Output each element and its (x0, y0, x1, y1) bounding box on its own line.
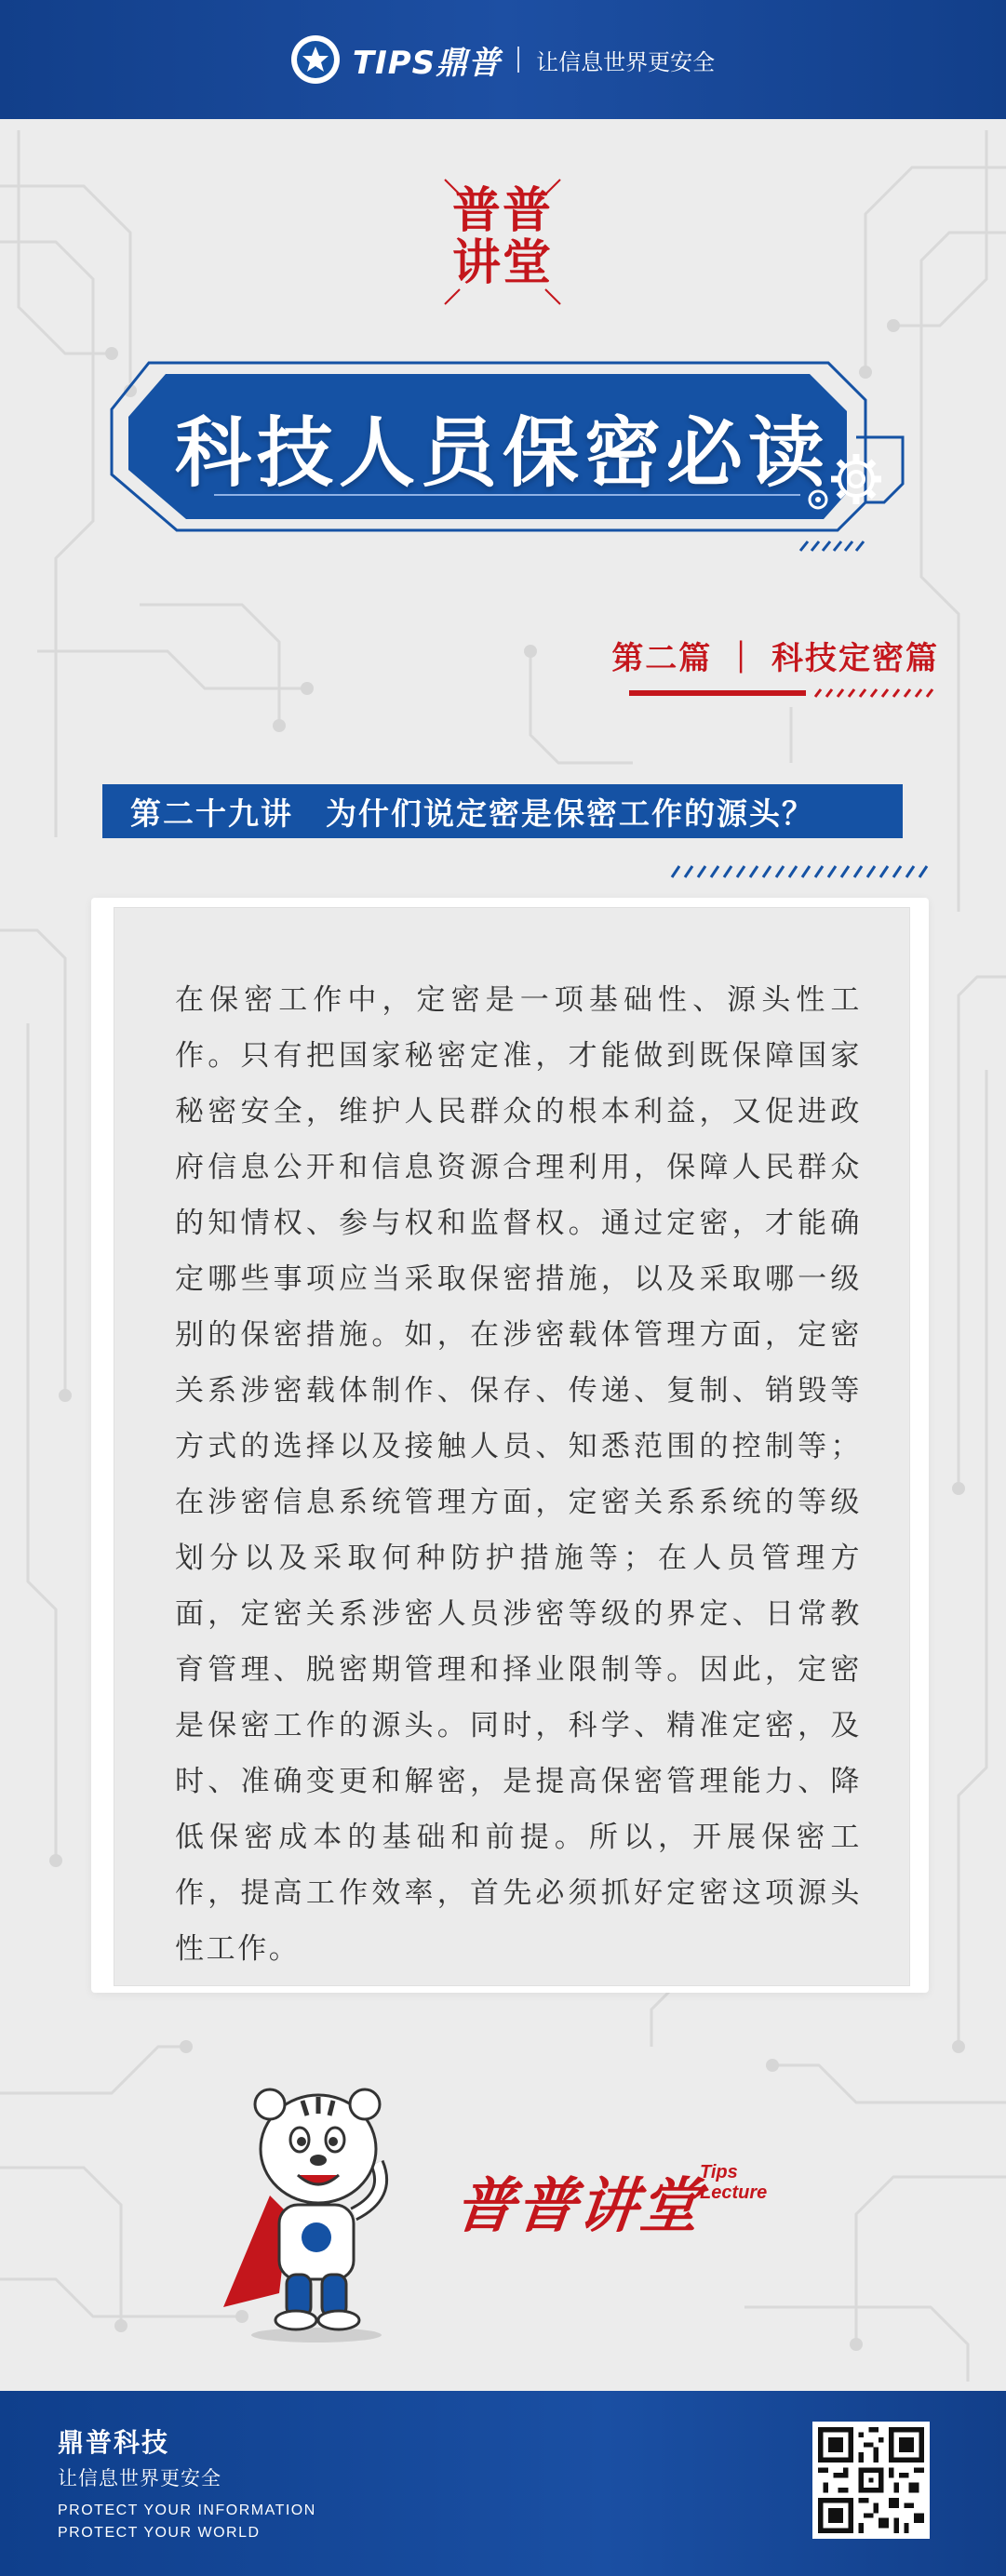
mascot-brand-cn: 普普讲堂 (451, 2171, 705, 2241)
footer-slogan: 让信息世界更安全 (58, 2467, 221, 2489)
section-underline (629, 688, 936, 698)
mark-line-1: 普普 (451, 182, 553, 239)
mascot-brand-en-line1: Tips (700, 2162, 738, 2182)
footer-company: 鼎普科技 (58, 2427, 170, 2458)
qr-code-icon[interactable] (812, 2422, 930, 2539)
section-subtitle: 第二篇 ｜ 科技定密篇 (611, 640, 939, 677)
footer-english-line-1: PROTECT YOUR INFORMATION (58, 2503, 316, 2518)
top-header-bar (0, 0, 1006, 119)
mascot-brand-en-line2: Lecture (700, 2182, 768, 2203)
pupu-lecture-brand (451, 2158, 768, 2244)
tiger-mascot-icon (214, 2075, 419, 2344)
article-body: 在保密工作中，定密是一项基础性、源头性工作。只有把国家秘密定准，才能做到既保障国家秘密安全，维护人民群众的根本利益，又促进政府信息公开和信息资源合理利用，保障人民群众的知情权、参与权和监督权。通过定密，才能确定哪些事项应当采取保密措施，以及采取哪一级别的保密措施。如，在涉密载体管理方面，定密关系涉密载体制作、保存、传递、复制、销毁等方式的选择以及接触人员、知悉范围的控制等；在涉密信息系统管理方面，定密关系系统的等级划分以及采取何种防护措施等；在人员管理方面，定密关系涉密人员涉密等级的界定、日常教育管理、脱密期管理和择业限制等。因此，定密是保密工作的源头。同时，科学、精准定密，及时、准确变更和解密，是提高保密管理能力、降低保密成本的基础和前提。所以，开展保密工作，提高工作效率，首先必须抓好定密这项源头性工作。 (175, 983, 862, 1966)
brand-lockup (291, 35, 715, 84)
decorative-stripes (670, 865, 931, 878)
brand-name: TIPS鼎普 (352, 44, 502, 82)
lecture-title-bar (102, 784, 903, 838)
pupu-lecture-mark (437, 172, 568, 312)
lecture-title: 第二十九讲 为什们说定密是保密工作的源头？ (130, 794, 814, 832)
title-banner (93, 344, 921, 567)
brand-slogan: 让信息世界更安全 (536, 48, 716, 75)
mascot-brand-en (700, 2162, 767, 2203)
brand-divider (517, 47, 519, 73)
mark-line-2: 讲堂 (451, 234, 553, 291)
main-title: 科技人员保密必读 (174, 409, 830, 498)
footer-english-line-2: PROTECT YOUR WORLD (58, 2525, 261, 2541)
mark-corner-lines-icon (437, 172, 568, 312)
tips-logo-icon (291, 35, 340, 84)
